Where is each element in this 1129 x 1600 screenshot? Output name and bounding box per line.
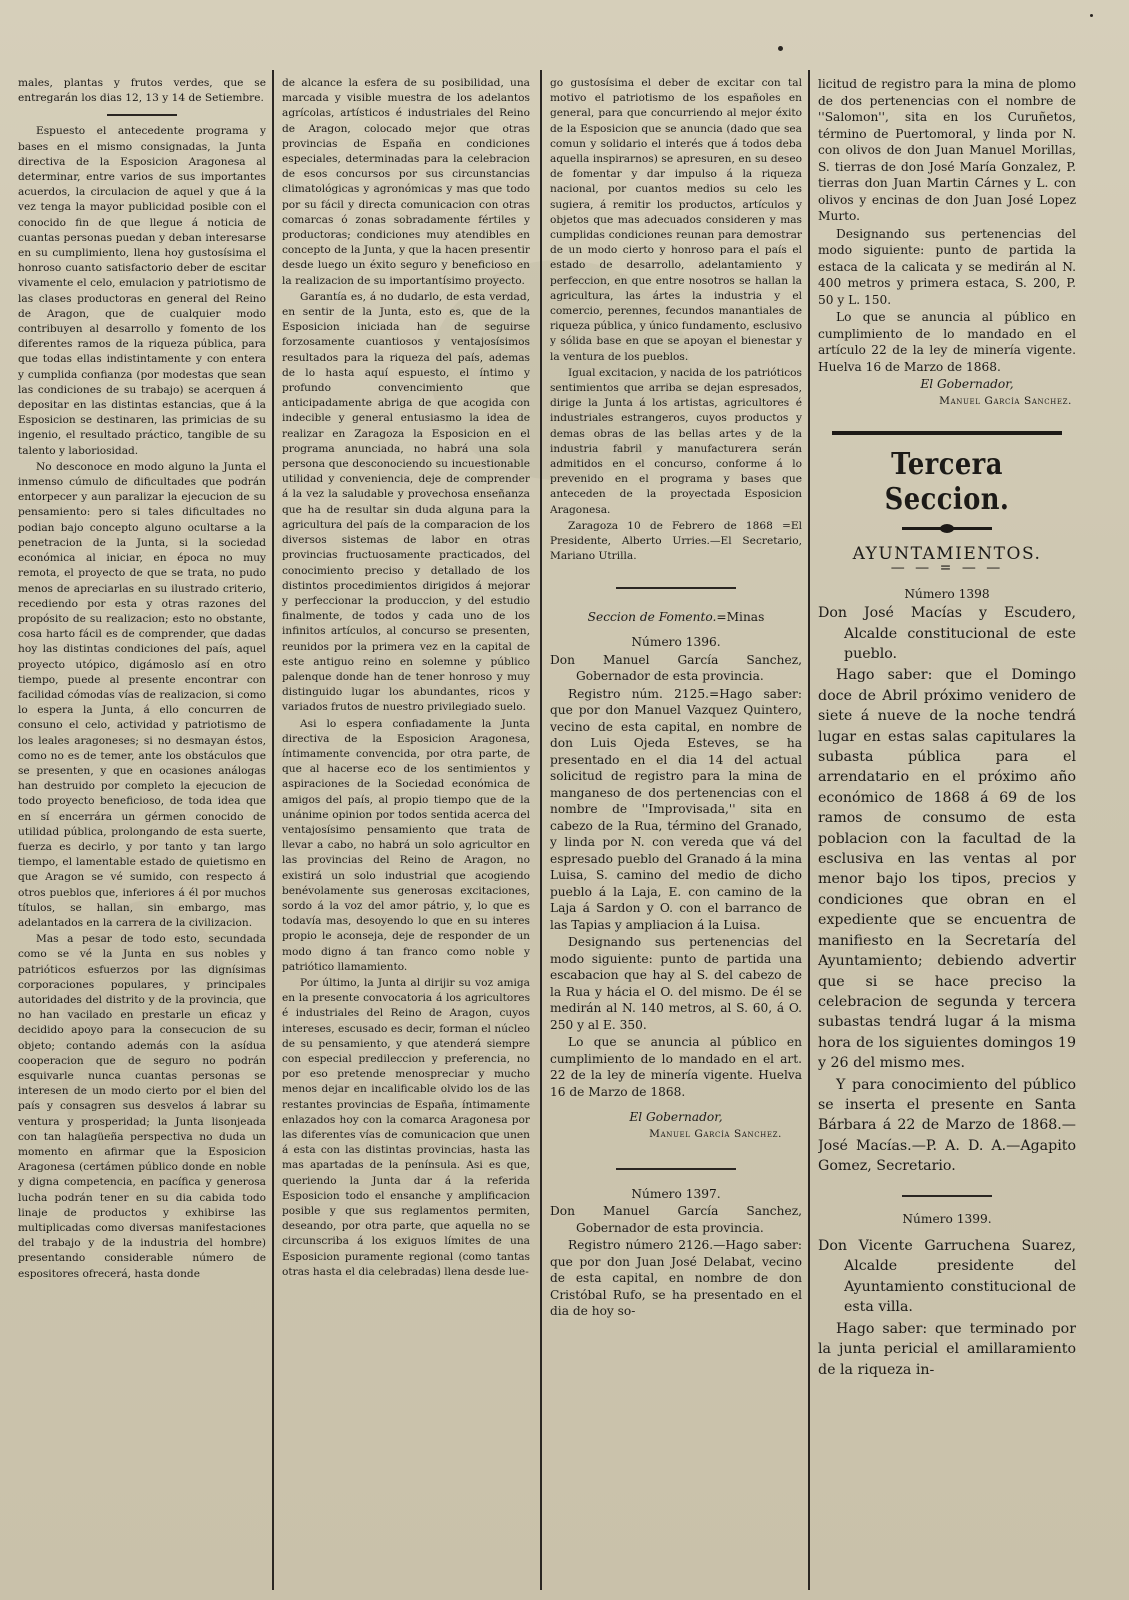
paragraph: Espuesto el antecedente programa y bases en el mismo consignadas, la Junta directiva de la Esposicion Aragonesa al determinar, entre varios de sus importantes acuerdos, la circulacion de aquel y que á la vez tenga la mayor publicidad posible con el conocido fin de que llegue á noticia de cuantas personas puedan y deban interesarse en su cumplimiento, llena hoy gustosísima el honroso cuanto satisfactorio deber de escitar vivamente el celo, emulacion y patriotismo de las clases productoras en general del Reino de Aragon, que de cualquier modo contribuyen al desarrollo y fomento de los diferentes ramos de la riqueza pública, para que todas ellas indistintamente y con entera y cumplida confianza (por modestas que sean las condiciones de su trabajo) se acerquen á depositar en las distintas estancias, que á la Esposicion se destinaren, las primicias de su ingenio, el resultado práctico, tangible de su talento y laboriosidad. [18,125,266,457]
paragraph: go gustosísima el deber de excitar con tal motivo el patriotismo de los españoles en general, para que concurriendo al mejor éxito de la Esposicion que se anuncia (dado que sea comun y solidario el interés que á todos deba aquella inspirarnos) se apresuren, en su deseo de fomentar y dar impulso á la riqueza nacional, por cuantos medios su celo les sugiera, á remitir los productos, artículos y objetos que mas adecuados consideren y mas cumplidas condiciones reunan para demostrar de un modo cierto y honroso para el país el estado de desarrollo, adelantamiento y perfeccion, en que entre nosotros se hallan la agricultura, las ártes la industria y el comercio, perennes, fecundos manantiales de riqueza pública, y único fundamento, esclusivo y sólida base en que se apoyan el bienestar y la ventura de los pueblos. [550,77,802,363]
paragraph: Lo que se anuncia al público en cumplimiento de lo mandado en el artículo 22 de la ley de minería vigente. Huelva 16 de Marzo de 1868. [818,310,1076,374]
signature-title: El Gobernador, [629,1110,723,1124]
paragraph: licitud de registro para la mina de plomo de dos pertenencias con el nombre de ''Salomon'', sita en los Curuñetos, término de Puertomoral, y linda por N. con olivos de don Juan Manuel Morillas, S. tierras de don José María Gonzalez, P. tierras don Juan Martin Cárnes y L. con olivos y encinas de don Juan José Lopez Murto. [818,77,1076,223]
column-rule [540,70,542,1590]
paragraph: Hago saber: que el Domingo doce de Abril próximo venidero de siete á nueve de la noche tendrá lugar en estas salas capitulares la subasta pública para el arrendatario en el próximo año económico de 1868 á 69 de los ramos de consumo de esta poblacion con la facultad de la esclusiva en las ventas al por menor bajo los tipos, precios y condiciones que obran en el expediente que se encuentra de manifiesto en la Secretaría del Ayuntamiento; debiendo advertir que si se hace preciso la celebracion de segunda y tercera subastas tendrá lugar á la misma hora de los siguientes domingos 19 y 26 del mismo mes. [818,667,1076,1072]
signature-name: Manuel García Sanchez. [649,1127,782,1140]
paragraph: Mas a pesar de todo esto, secundada como se vé la Junta en sus nobles y patrióticos esfuerzos por las dignísimas corporaciones populares, y principales autoridades del distrito y de la provincia, que no han vacilado en prestarle un eficaz y decidido apoyo para la consecucion de su objeto; contando además con la asídua cooperacion que de seguro no podrán esquivarle nunca cuantas personas se interesen de un modo cierto por el bien del país y consagren sus desvelos á labrar su ventura y prosperidad; la Junta lisonjeada con tan halagüeña perspectiva no duda un momento en afirmar que la Esposicion Aragonesa (certámen público donde en noble y digna competencia, en pacífica y generosa lucha podrán tener en su dia cabida todo linaje de productos y exhibirse las multiplicadas como diversas manifestaciones del trabajo y de la industria del hombre) presentando considerable número de espositores ofrecerá, hasta donde [18,933,266,1280]
paragraph: Igual excitacion, y nacida de los patrióticos sentimientos que arriba se dejan espresados, dirige la Junta á los artistas, agricultores é industriales estrangeros, cuyos productos y demas obras de las bellas artes y de la industria fabril y manufacturera serán admitidos en el concurso, conforme á lo prevenido en el programa y bases que anteceden de la proyectada Esposicion Aragonesa. [550,366,802,516]
paragraph: Lo que se anuncia al público en cumplimiento de lo mandado en el art. 22 de la ley de minería vigente. Huelva 16 de Marzo de 1868. [550,1035,802,1099]
paragraph: Asi lo espera confiadamente la Junta directiva de la Esposicion Aragonesa, íntimamente convencida, por otra parte, de que al hacerse eco de los sentimientos y aspiraciones de la Sociedad económica de amigos del país, al propio tiempo que de la unánime opinion por todos sentida acerca del ventajosísimo pensamiento que trata de llevar a cabo, no habrá un solo agricultor en las provincias del Reino de Aragon, no existirá un solo industrial que acogiendo benévolamente sus generosas excitaciones, sordo á la voz del amor pátrio, y, lo que es todavía mas, desoyendo lo que en su interes propio le aconseja, deje de responder de un modo digno á tan franco como noble y patriótico llamamiento. [282,717,530,973]
date-signature: Zaragoza 10 de Febrero de 1868 =El Presidente, Alberto Urries.—El Secretario, Mariano Utrilla. [550,519,802,563]
notice-number: Número 1399. [902,1211,992,1226]
paragraph: Garantía es, á no dudarlo, de esta verdad, en sentir de la Junta, esto es, que de la Esposicion iniciada han de seguirse forzosamente cuantiosos y ventajosísimos resultados para la riqueza del país, ademas de lo hasta aquí espuesto, el íntimo y profundo convencimiento que anticipadamente abriga de que acogida con indecible y general entusiasmo la idea de realizar en Zaragoza la Esposicion en el programa anunciada, no habrá una sola persona que desconociendo su incuestionable utilidad y conveniencia, deje de comprender á la vez la saludable y provechosa enseñanza que ha de resultar sin duda alguna para la agricultura del país de la comparacion de los diversos sistemas de labor en otras provincias fructuosamente practicados, del conocimiento preciso y detallado de los distintos procedimientos dirigidos á mejorar y perfeccionar la produccion, y del estudio finalmente, de todos y cada uno de los infinitos artículos, al concurso se presenten, reunidos por la primera vez en la capital de este antiguo reino en solemne y público palenque donde han de tener honroso y muy distinguido lugar los abundantes, ricos y variados frutos de nuestro privilegiado suelo. [282,290,530,714]
notice-heading: Don Vicente Garruchena Suarez, Alcalde presidente del Ayuntamiento constitucional de esta villa. [818,1238,1076,1316]
paragraph: Por último, la Junta al dirijir su voz amiga en la presente convocatoria á los agricultores é industriales del Reino de Aragon, cuyos intereses, escusado es decir, forman el núcleo de su pensamiento, y que atenderá siempre con especial predileccion y preferencia, no por eso pretende menospreciar y mucho menos dejar en incalificable olvido los de las restantes provincias de España, íntimamente enlazados hoy con la comarca Aragonesa por las diferentes vías de comunicacion que unen á esta con las distintas provincias, hasta las mas apartadas de la península. Asi es que, queriendo la Junta dar á la referida Esposicion todo el ensanche y amplificacion posible y que sus reglamentos permiten, deseando, por otra parte, que aquella no se circunscriba á los exiguos límites de una Esposicion puramente regional (como tantas otras hasta el dia celebradas) llena desde lue- [282,976,530,1278]
divider [902,1195,992,1197]
ink-speck [1090,14,1093,17]
paragraph: males, plantas y frutos verdes, que se entregarán los dias 12, 13 y 14 de Setiembre. [18,77,266,105]
column-3 [550,76,802,1586]
section-header-title: Seccion de Fomento. [587,609,717,624]
divider [616,1168,736,1170]
divider [616,587,736,589]
paragraph: Registro número 2126.—Hago saber: que por don Juan José Delabat, vecino de esta capital, en nombre de don Cristóbal Rufo, se ha presentado en el dia de hoy so- [550,1238,802,1319]
section-header [550,609,802,626]
dash-rule: — — = — — [890,559,1004,576]
notice-heading: Don Manuel García Sanchez, Gobernador de esta provincia. [550,1204,802,1235]
paragraph: No desconoce en modo alguno la Junta el inmenso cúmulo de dificultades que podrán entorpecer y aun paralizar la ejecucion de su pensamiento: pero si tales dificultades no podian bajo concepto alguno ocultarse a la penetracion de la Junta, si la sociedad económica al iniciar, en época no muy remota, el proyecto de que se trata, no pudo menos de apreciarlas en su ilustrado criterio, recediendo por esta y otras razones del propósito de su realizacion; esto no obstante, cosa harto fácil es de comprender, que dadas hoy las distintas condiciones del país, aquel proyecto utópico, digámoslo así en otro tiempo, puede al presente encontrar con facilidad cómodas vías de realizacion, si como lo espera la Junta, á ello concurren de consuno el celo, actividad y patriotismo de los leales aragoneses; si no desmayan éstos, como no es de temer, ante los obstáculos que se presenten, y que en ocasiones análogas han destruido por completo la ejecucion de todo proyecto beneficioso, de toda idea que en sí encerrára un gérmen conocido de utilidad pública, prolongando de esta suerte, fuerza es decirlo, y por tanto y tan largo tiempo, el lamentable estado de quietismo en que Aragon se vé sumido, con respecto á otros pueblos que, inferiores á él por muchos títulos, se hallan, sin embargo, mas adelantados en la carrera de la civilizacion. [18,460,266,929]
ink-speck [778,46,783,51]
paragraph: Hago saber: que terminado por la junta pericial el amillaramiento de la riqueza in- [818,1320,1076,1378]
paragraph: Registro núm. 2125.=Hago saber: que por don Manuel Vazquez Quintero, vecino de esta capital, en nombre de don Luis Ojeda Esteves, se ha presentado en el dia 14 del actual solicitud de registro para la mina de manganeso de dos pertenencias con el nombre de ''Improvisada,'' sita en cabezo de la Rua, término del Granado, y linda por N. con vereda que vá del espresado pueblo del Granado á la mina Luisa, S. camino del medio de dicho pueblo á la Laja, E. con camino de la Laja á Sardon y O. con el barranco de las Tapias y ampliacion á la Luisa. [550,686,802,932]
notice-number: Número 1397. [631,1186,721,1201]
column-1 [18,76,266,1586]
ornament-rule [902,527,992,530]
signature-name: Manuel García Sanchez. [939,394,1072,407]
paragraph: Designando sus pertenencias del modo siguiente: punto de partida la estaca de la calicata y se medirán al N. 400 metros y primera estaca, S. 200, P. 50 y L. 150. [818,226,1076,307]
notice-heading: Don Manuel García Sanchez, Gobernador de esta provincia. [550,652,802,683]
column-rule [808,70,810,1590]
column-2 [282,76,530,1586]
column-rule [272,70,274,1590]
section-header-sub: =Minas [716,609,765,624]
notice-heading: Don José Macías y Escudero, Alcalde constitucional de este pueblo. [818,605,1076,663]
divider [107,114,177,116]
signature-title: El Gobernador, [920,377,1014,391]
notice-number: Número 1396. [631,635,721,649]
notice-number: Número 1398 [904,586,990,601]
divider [832,431,1062,435]
paragraph: de alcance la esfera de su posibilidad, una marcada y visible muestra de los adelantos agrícolas, artísticos é industriales del Reino de Aragon, colocado mejor que otras provincias de España en condiciones especiales, determinadas para la celebracion de esos concursos por sus circunstancias climatológicas y agronómicas y mas que todo por su fácil y directa comunicacion con otras comarcas ó zonas sobradamente fértiles y productoras; condiciones muy atendibles en concepto de la Junta, y que la hacen presentir desde luego un éxito seguro y beneficioso en la realizacion de su importantísimo proyecto. [282,77,530,287]
section-title: Tercera Seccion. [884,446,1010,517]
subsection-title: AYUNTAMIENTOS. [852,543,1042,564]
paragraph: Designando sus pertenencias del modo siguiente: punto de partida una escabacion que hay al S. del cabezo de la Rua y hácia el O. del mismo. De él se medirán al N. 140 metros, al S. 60, á O. 250 y al E. 350. [550,935,802,1032]
column-4 [818,76,1076,1586]
paragraph: Y para conocimiento del público se inserta el presente en Santa Bárbara á 22 de Marzo de 1868.—José Macías.—P. A. D. A.—Agapito Gomez, Secretario. [818,1076,1076,1175]
